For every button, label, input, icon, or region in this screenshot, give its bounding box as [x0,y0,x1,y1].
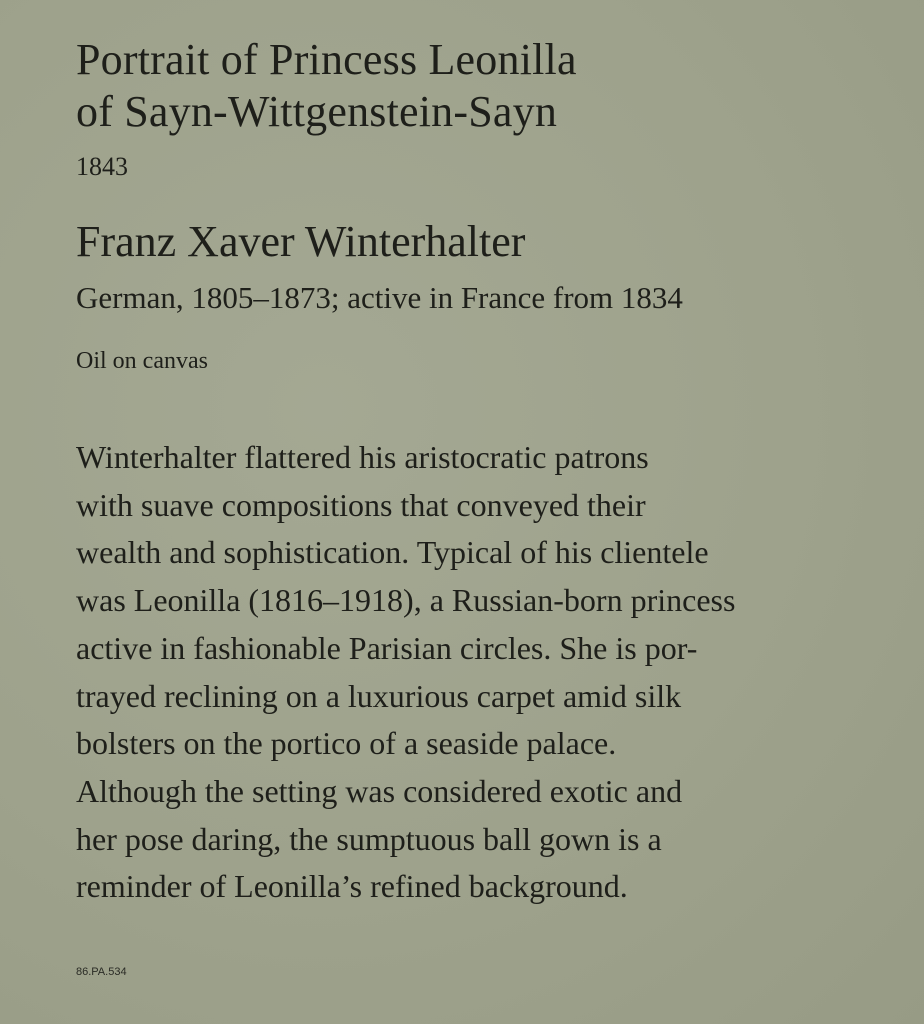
description-line: her pose daring, the sumptuous ball gown is a [76,820,662,857]
artist-nationality: German, 1805–1873; active in France from 1834 [76,280,683,315]
artist-name: Franz Xaver Winterhalter [76,217,526,266]
description-line: active in fashionable Parisian circles. She is por- [76,629,698,666]
artwork-title-line: of Sayn-Wittgenstein-Sayn [76,87,558,136]
description-line: reminder of Leonilla’s refined background. [76,868,628,905]
artwork-description [76,434,735,911]
artwork-date: 1843 [76,152,128,181]
description-line: trayed reclining on a luxurious carpet amid silk [76,677,682,714]
artwork-title-line: Portrait of Princess Leonilla [76,35,577,84]
description-line: Although the setting was considered exotic and [76,772,683,809]
description-line: with suave compositions that conveyed their [76,486,646,523]
description-line: wealth and sophistication. Typical of his clientele [76,534,709,571]
description-line: was Leonilla (1816–1918), a Russian-born princess [76,582,736,619]
description-line: bolsters on the portico of a seaside palace. [76,725,617,762]
description-line: Winterhalter flattered his aristocratic patrons [76,439,649,475]
artwork-title [76,34,577,138]
museum-wall-label [76,0,896,1024]
accession-number: 86.PA.534 [76,966,127,978]
artwork-medium: Oil on canvas [76,348,208,374]
